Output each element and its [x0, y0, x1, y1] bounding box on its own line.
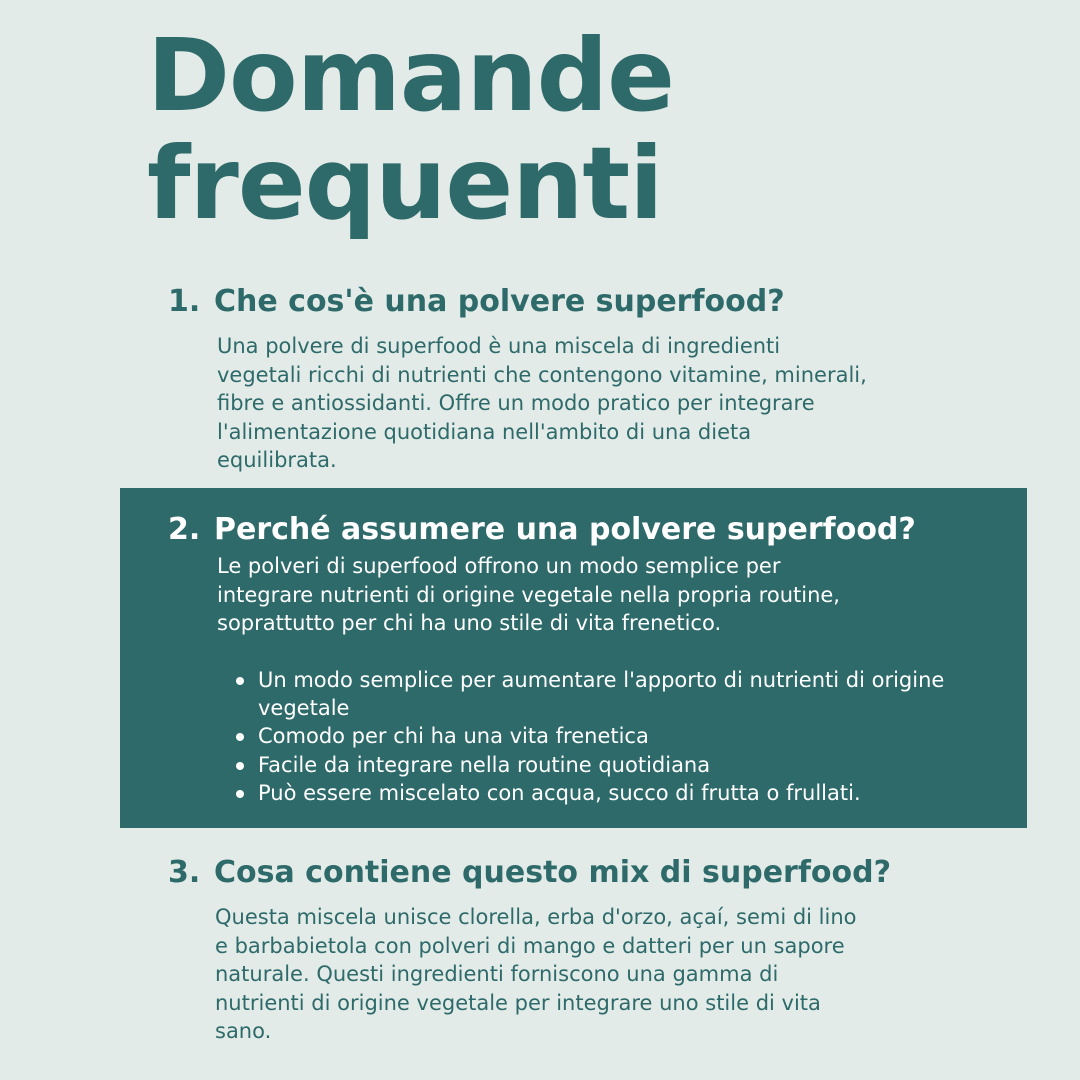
faq-answer-3-line: nutrienti di origine vegetale per integrare uno stile di vita — [215, 990, 821, 1015]
faq-answer-1-line: equilibrata. — [217, 448, 337, 473]
faq-item-2 — [120, 488, 1027, 828]
faq-question-2 — [168, 512, 916, 548]
faq-answer-1-line: vegetali ricchi di nutrienti che contengono vitamine, minerali, — [217, 362, 867, 387]
faq-answer-3-line: naturale. Questi ingredienti forniscono una gamma di — [215, 962, 779, 987]
faq-answer-1-line: l'alimentazione quotidiana nell'ambito di una dieta — [217, 419, 752, 444]
faq-answer-3-line: sano. — [215, 1019, 272, 1044]
faq-question-text-2: Perché assumere una polvere superfood? — [214, 512, 916, 547]
faq-answer-3-line: e barbabietola con polveri di mango e datteri per un sapore — [215, 933, 845, 958]
faq-answer-2-line: integrare nutrienti di origine vegetale nella propria routine, — [217, 582, 840, 607]
faq-number-3: 3. — [168, 855, 201, 890]
faq-question-text-1: Che cos'è una polvere superfood? — [214, 284, 785, 319]
faq-number-1: 1. — [168, 284, 201, 319]
faq-answer-2-line: soprattutto per chi ha uno stile di vita frenetico. — [217, 611, 722, 636]
page-title-line-2: frequenti — [147, 125, 663, 242]
faq-question-3 — [168, 855, 891, 891]
faq-answer-2 — [217, 552, 977, 638]
faq-bullet-item: Comodo per chi ha una vita frenetica — [234, 722, 974, 750]
faq-bullet-list — [234, 666, 974, 807]
faq-answer-3 — [215, 903, 955, 1046]
faq-answer-1-line: Una polvere di superfood è una miscela di ingredienti — [217, 334, 781, 358]
faq-answer-1-line: fibre e antiossidanti. Offre un modo pratico per integrare — [217, 391, 815, 416]
faq-answer-2-line: Le polveri di superfood offrono un modo semplice per — [217, 554, 781, 578]
faq-number-2: 2. — [168, 512, 201, 547]
faq-question-1 — [168, 284, 785, 320]
page-title — [147, 17, 674, 242]
faq-bullet-item: Può essere miscelato con acqua, succo di frutta o frullati. — [234, 779, 974, 807]
faq-answer-3-line: Questa miscela unisce clorella, erba d'orzo, açaí, semi di lino — [215, 905, 857, 929]
faq-question-text-3: Cosa contiene questo mix di superfood? — [214, 855, 891, 890]
page-title-line-1: Domande — [147, 17, 674, 134]
faq-bullet-item: Un modo semplice per aumentare l'apporto di nutrienti di origine vegetale — [234, 666, 974, 722]
faq-bullet-item: Facile da integrare nella routine quotidiana — [234, 751, 974, 779]
faq-answer-1 — [217, 332, 977, 475]
